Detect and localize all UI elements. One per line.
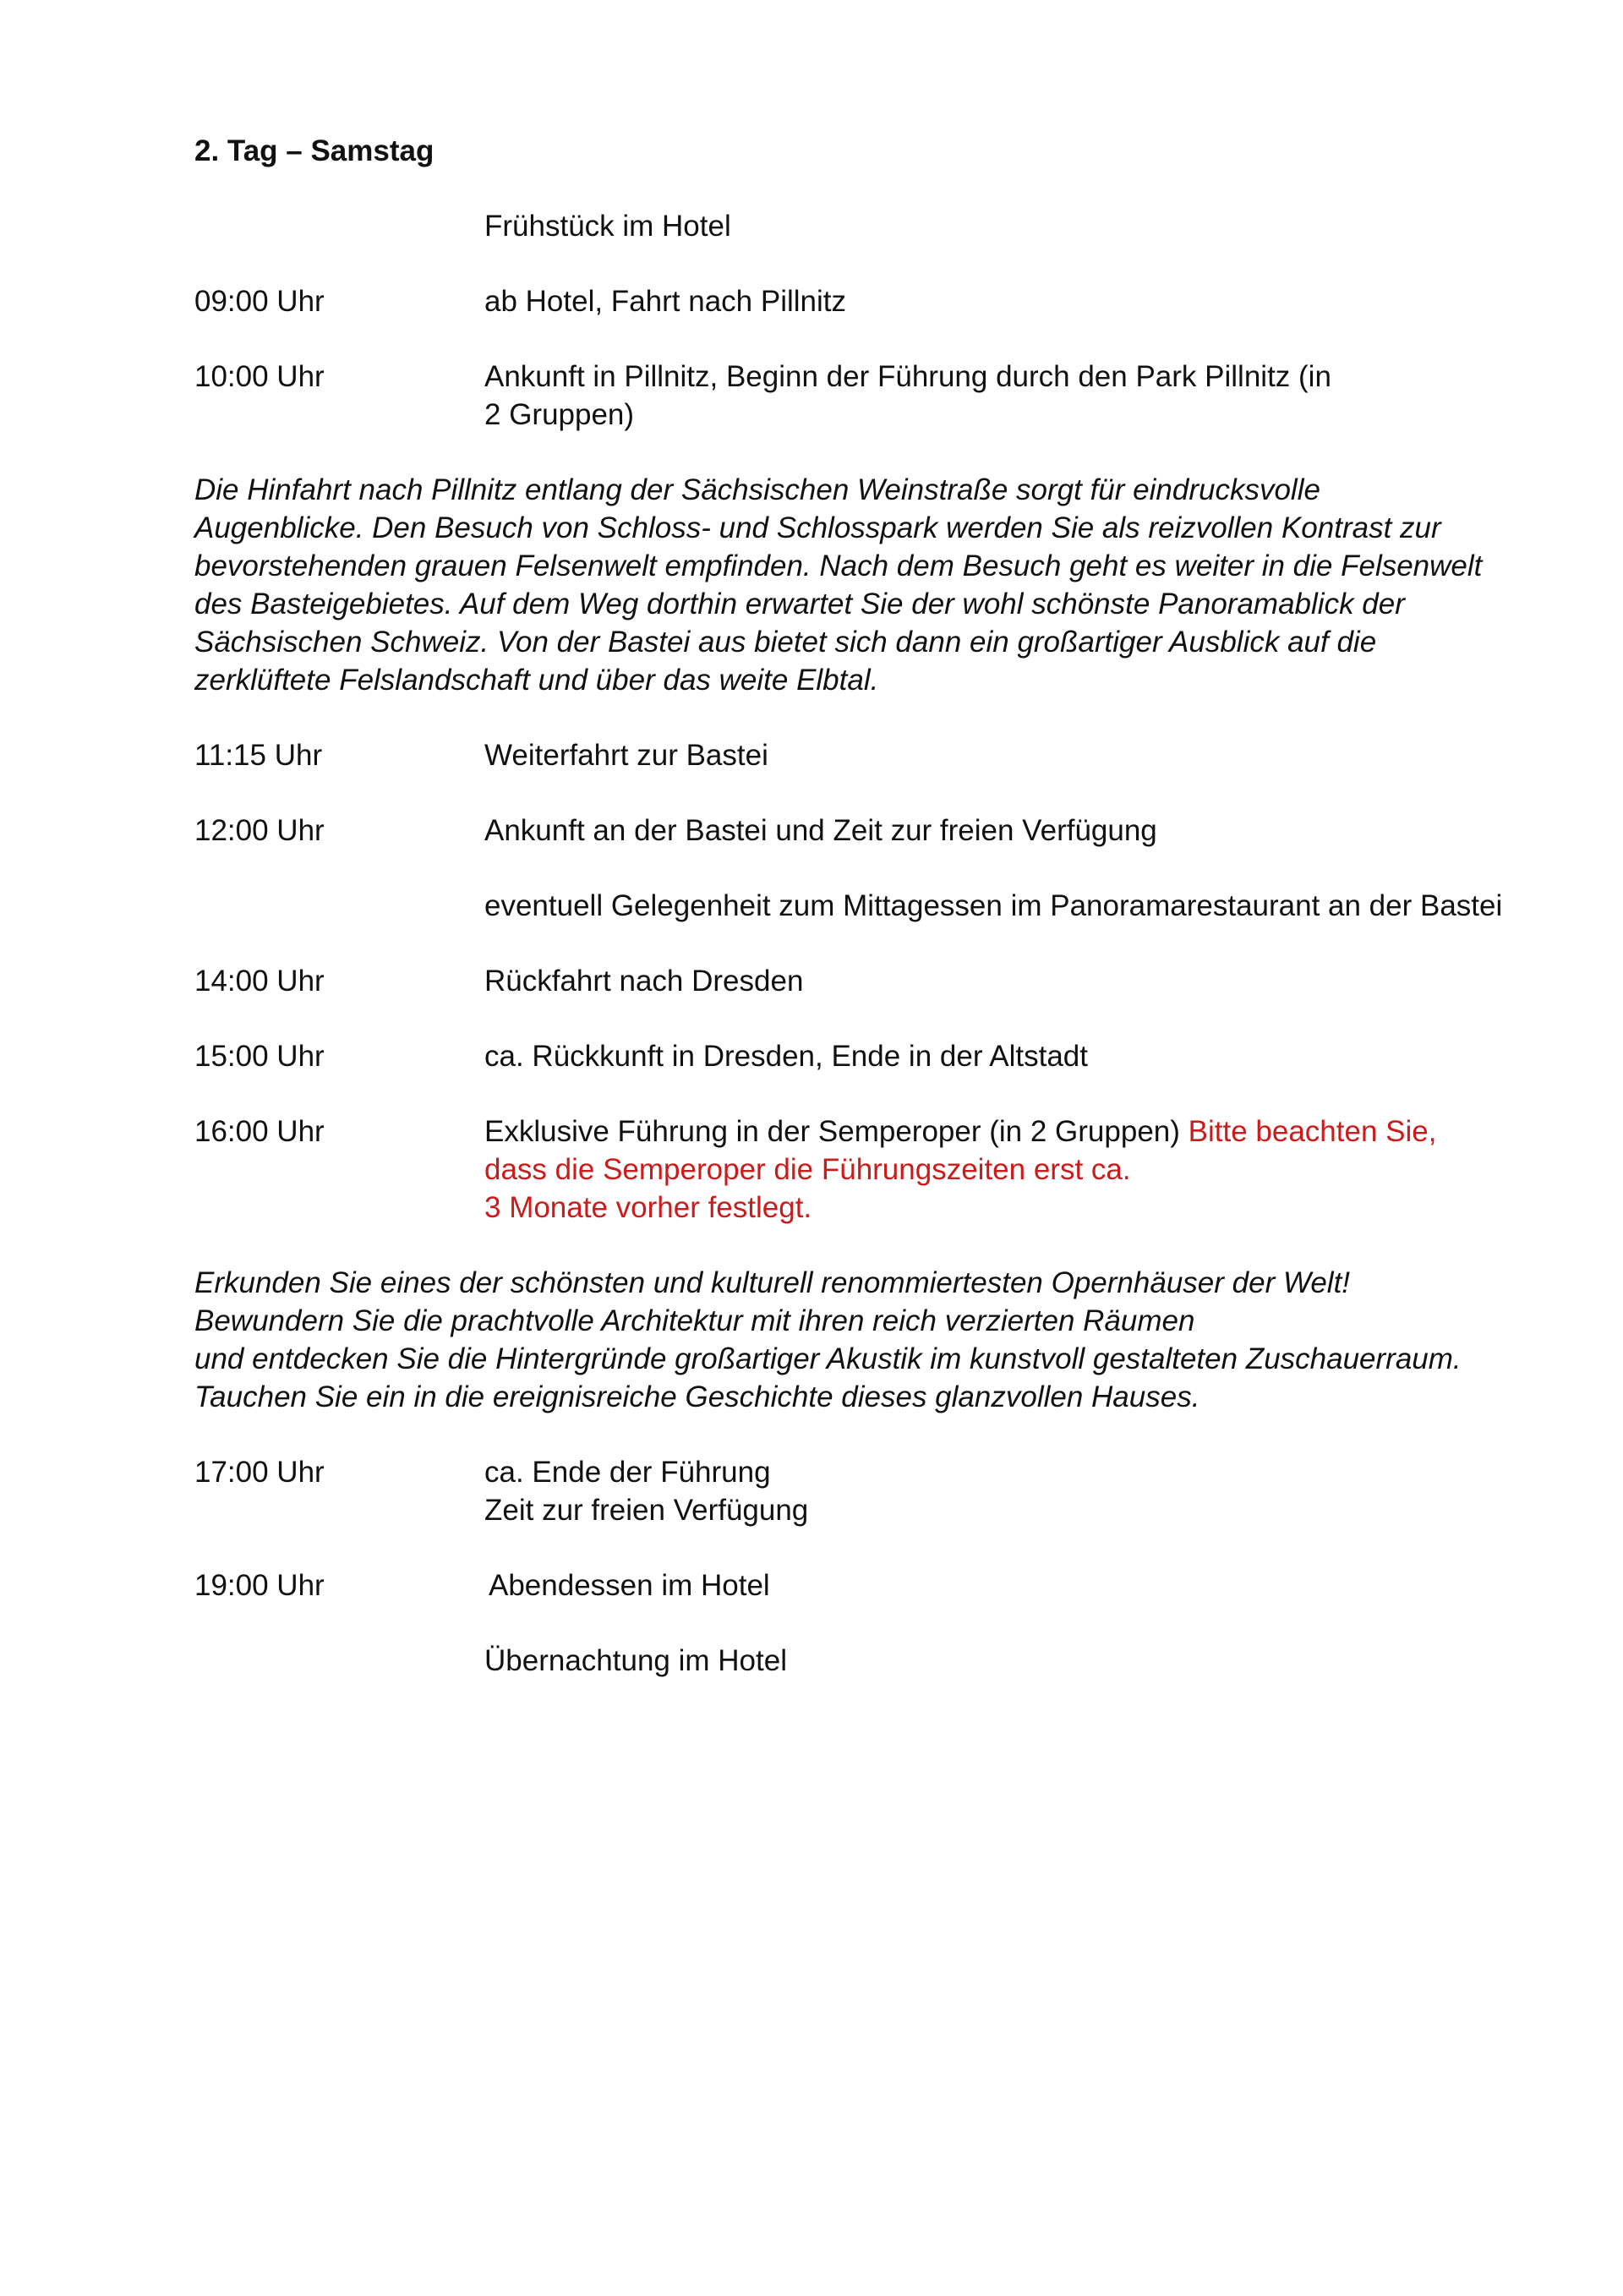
semperoper-note: Bitte beachten Sie, [1188,1115,1437,1148]
schedule-text: Ankunft an der Bastei und Zeit zur freien Verfügung [484,814,1157,847]
schedule-row [194,887,1505,925]
schedule-row [194,282,1505,320]
schedule-time: 17:00 Uhr [194,1456,325,1489]
schedule-row [194,962,1505,1000]
schedule-text: Rückfahrt nach Dresden [484,965,804,998]
schedule-row [194,736,1505,774]
schedule-time: 15:00 Uhr [194,1040,325,1073]
schedule-row [194,358,1505,434]
schedule-text: ca. Rückkunft in Dresden, Ende in der Altstadt [484,1040,1088,1073]
schedule-text: Ankunft in Pillnitz, Beginn der Führung durch den Park Pillnitz (in 2 Gruppen) [484,360,1331,431]
schedule-row [194,1453,1505,1529]
schedule-text: Abendessen im Hotel [489,1569,770,1602]
semperoper-note: dass die Semperoper die Führungszeiten erst ca. [484,1153,1131,1186]
schedule-time: 12:00 Uhr [194,814,325,847]
schedule-text: eventuell Gelegenheit zum Mittagessen im Panoramarestaurant an der Bastei [484,889,1503,922]
description-paragraph-semperoper: Erkunden Sie eines der schönsten und kulturell renommiertesten Opernhäuser der Welt! Bewundern Sie die prachtvolle Architektur mit ihren reich verzierten Räumen und entdecken Sie die Hintergründe großartiger Akustik im kunstvoll gestalteten Zuschauerraum. Tauchen Sie ein in die ereignisreiche Geschichte dieses glanzvollen Hauses. [194,1266,1462,1413]
schedule-row [194,812,1505,850]
description-paragraph-pillnitz: Die Hinfahrt nach Pillnitz entlang der Sächsischen Weinstraße sorgt für eindrucksvolle Augenblicke. Den Besuch von Schloss- und Schlosspark werden Sie als reizvollen Kontrast zur bevorstehenden grauen Felsenwelt empfinden. Nach dem Besuch geht es weiter in die Felsenwelt des Basteigebietes. Auf dem Weg dorthin erwartet Sie der wohl schönste Panoramablick der Sächsischen Schweiz. Von der Bastei aus bietet sich dann ein großartiger Ausblick auf die zerklüftete Felslandschaft und über das weite Elbtal. [194,473,1483,697]
day-heading: 2. Tag – Samstag [194,134,434,167]
schedule-text: ab Hotel, Fahrt nach Pillnitz [484,285,846,318]
schedule-text: Weiterfahrt zur Bastei [484,739,768,772]
schedule-row-semperoper [194,1112,1505,1227]
schedule-row [194,1642,1505,1680]
schedule-row [194,1566,1505,1604]
schedule-row [194,1037,1505,1075]
schedule-row [194,207,1505,245]
schedule-time: 10:00 Uhr [194,360,325,393]
semperoper-note: 3 Monate vorher festlegt. [484,1191,812,1224]
schedule-text [484,1112,1505,1227]
schedule-time: 09:00 Uhr [194,285,325,318]
schedule-time: 16:00 Uhr [194,1115,325,1148]
semperoper-tour-text: Exklusive Führung in der Semperoper (in 2 Gruppen) [484,1115,1180,1148]
schedule-time: 11:15 Uhr [194,739,323,772]
schedule-text: Übernachtung im Hotel [484,1644,787,1677]
schedule-time: 14:00 Uhr [194,965,325,998]
schedule-text: Frühstück im Hotel [484,210,731,243]
schedule-time: 19:00 Uhr [194,1569,325,1602]
schedule-text: ca. Ende der Führung Zeit zur freien Verfügung [484,1456,809,1527]
